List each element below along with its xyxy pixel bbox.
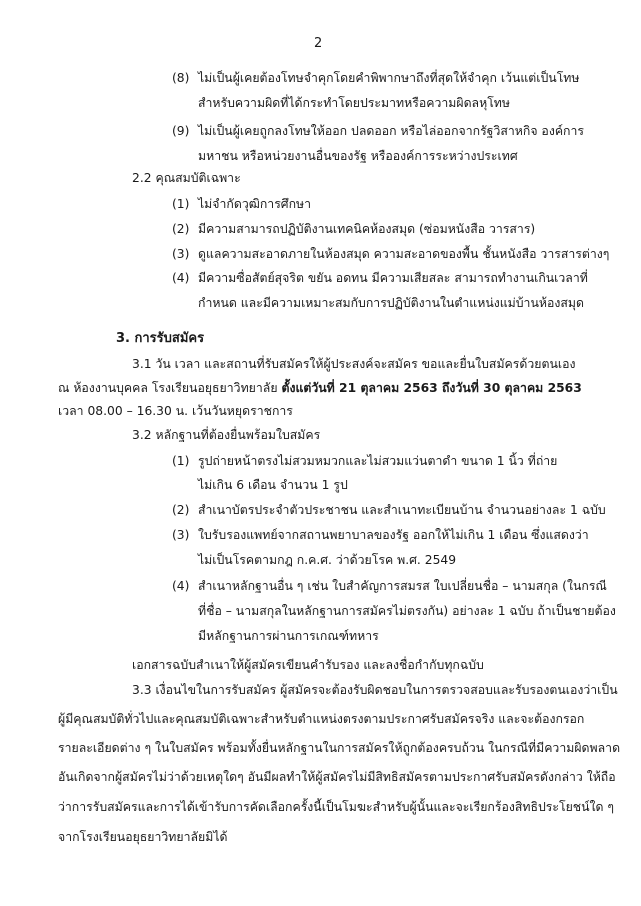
item-number: (3) [172,528,190,542]
item-text: ใบรับรองแพทย์จากสถานพยาบาลของรัฐ ออกให้ไม่เกิน 1 เดือน ซึ่งแสดงว่า [198,528,589,542]
item-text: ที่ชื่อ – นามสกุลในหลักฐานการสมัครไม่ตรงกัน) อย่างละ 1 ฉบับ ถ้าเป็นชายต้อง [198,604,616,618]
item-text: สำหรับความผิดที่ได้กระทำโดยประมาทหรือความผิดลหุโทษ [198,96,511,110]
section-heading: 2.2 คุณสมบัติเฉพาะ [132,171,241,185]
item-text: มีความซื่อสัตย์สุจริต ขยัน อดทน มีความเสียสละ สามารถทำงานเกินเวลาที่ [198,271,588,285]
paragraph-line: อันเกิดจากผู้สมัครไม่ว่าด้วยเหตุใดๆ อันมีผลทำให้ผู้สมัครไม่มีสิทธิสมัครตามประกาศรับสมัครดังกล่าว ให้ถือ [58,770,616,784]
item-number: (2) [172,503,190,517]
item-text: รูปถ่ายหน้าตรงไม่สวมหมวกและไม่สวมแว่นตาดำ ขนาด 1 นิ้ว ที่ถ่าย [198,454,558,468]
paragraph-line: เวลา 08.00 – 16.30 น. เว้นวันหยุดราชการ [58,404,293,418]
item-text: มีหลักฐานการผ่านการเกณฑ์ทหาร [198,629,379,643]
date-range: ตั้งแต่วันที่ 21 ตุลาคม 2563 ถึงวันที่ 30 ตุลาคม 2563 [281,381,582,395]
paragraph-line: รายละเอียดต่าง ๆ ในใบสมัคร พร้อมทั้งยื่นหลักฐานในการสมัครให้ถูกต้องครบถ้วน ในกรณีที่มีความผิดพลาด [58,741,621,755]
item-number: (1) [172,454,190,468]
paragraph-line: ผู้มีคุณสมบัติทั่วไปและคุณสมบัติเฉพาะสำหรับตำแหน่งตรงตามประกาศรับสมัครจริง และจะต้องกรอก [58,712,585,726]
item-text: มหาชน หรือหน่วยงานอื่นของรัฐ หรือองค์การระหว่างประเทศ [198,149,518,163]
paragraph-line: จากโรงเรียนอยุธยาวิทยาลัยมิได้ [58,830,228,844]
item-number: (9) [172,124,190,138]
item-text: มีความสามารถปฏิบัติงานเทคนิคห้องสมุด (ซ่อมหนังสือ วารสาร) [198,222,536,236]
paragraph-line: 3.1 วัน เวลา และสถานที่รับสมัครให้ผู้ประสงค์จะสมัคร ขอและยื่นใบสมัครด้วยตนเอง [132,357,576,371]
item-number: (4) [172,579,190,593]
item-text: กำหนด และมีความเหมาะสมกับการปฏิบัติงานในตำแหน่งแม่บ้านห้องสมุด [198,296,584,310]
item-number: (1) [172,197,190,211]
item-text: ไม่เป็นโรคตามกฎ ก.ค.ศ. ว่าด้วยโรค พ.ศ. 2549 [198,553,457,567]
note-line: เอกสารฉบับสำเนาให้ผู้สมัครเขียนคำรับรอง และลงชื่อกำกับทุกฉบับ [132,658,484,672]
section-heading: 3. การรับสมัคร [116,331,205,346]
item-number: (4) [172,271,190,285]
item-text: ไม่จำกัดวุฒิการศึกษา [198,197,312,211]
subsection-heading: 3.2 หลักฐานที่ต้องยื่นพร้อมใบสมัคร [132,428,321,442]
paragraph-text: ณ ห้องงานบุคคล โรงเรียนอยุธยาวิทยาลัย [58,381,282,395]
item-text: ไม่เป็นผู้เคยต้องโทษจำคุกโดยคำพิพากษาถึงที่สุดให้จำคุก เว้นแต่เป็นโทษ [198,71,580,85]
item-text: ดูแลความสะอาดภายในห้องสมุด ความสะอาดของพื้น ชั้นหนังสือ วารสารต่างๆ [198,247,610,261]
item-text: สำเนาหลักฐานอื่น ๆ เช่น ใบสำคัญการสมรส ใบเปลี่ยนชื่อ – นามสกุล (ในกรณี [198,579,607,593]
paragraph-line: ว่าการรับสมัครและการได้เข้ารับการคัดเลือกครั้งนี้เป็นโมฆะสำหรับผู้นั้นและจะเรียกร้องสิทธิประโยชน์ใด ๆ [58,800,615,814]
page-number: 2 [314,36,323,51]
item-text: ไม่เกิน 6 เดือน จำนวน 1 รูป [198,478,348,492]
paragraph-line [58,380,582,396]
item-number: (8) [172,71,190,85]
paragraph-line: 3.3 เงื่อนไขในการรับสมัคร ผู้สมัครจะต้องรับผิดชอบในการตรวจสอบและรับรองตนเองว่าเป็น [132,683,618,697]
item-number: (3) [172,247,190,261]
item-text: ไม่เป็นผู้เคยถูกลงโทษให้ออก ปลดออก หรือไล่ออกจากรัฐวิสาหกิจ องค์การ [198,124,585,138]
item-number: (2) [172,222,190,236]
item-text: สำเนาบัตรประจำตัวประชาชน และสำเนาทะเบียนบ้าน จำนวนอย่างละ 1 ฉบับ [198,503,606,517]
